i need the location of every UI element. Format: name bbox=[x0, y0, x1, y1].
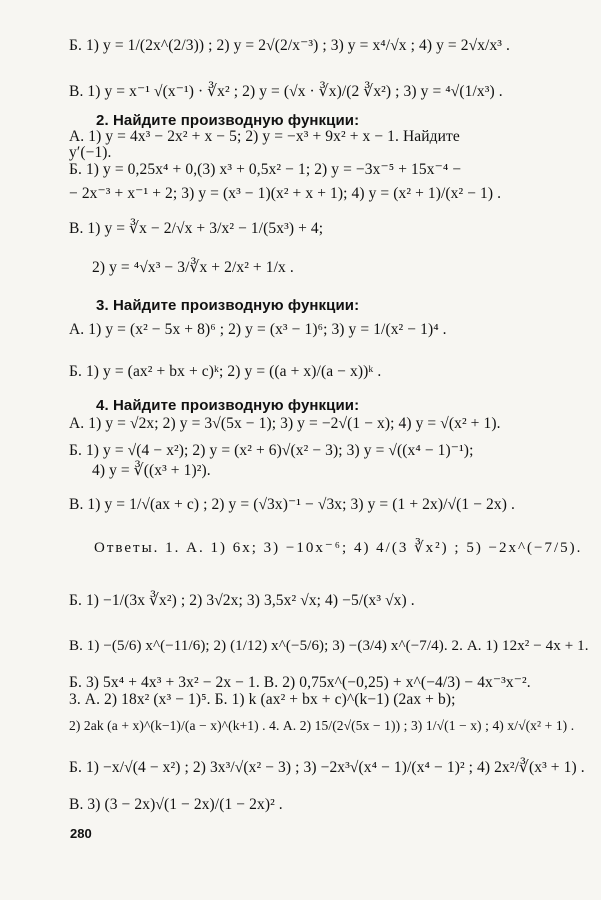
exercise-3-variant-b: Б. 1) y = (ax² + bx + c)ᵏ; 2) y = ((a + x)/(a − x))ᵏ . bbox=[69, 363, 382, 380]
answers-2-b: Б. 3) 5x⁴ + 4x³ + 3x² − 2x − 1. В. 2) 0,75x^(−0,25) + x^(−4/3) − 4x⁻³x⁻². bbox=[69, 674, 531, 691]
exercise-3-variant-a: А. 1) y = (x² − 5x + 8)⁶ ; 2) y = (x³ − 1)⁶; 3) y = 1/(x² − 1)⁴ . bbox=[69, 321, 447, 338]
exercise-2-variant-a-cont: y′(−1). bbox=[69, 144, 112, 161]
exercise-2-variant-v-1: В. 1) y = ∛x − 2/√x + 3/x² − 1/(5x³) + 4; bbox=[69, 220, 324, 237]
exercise-2-heading: 2. Найдите производную функции: bbox=[96, 112, 360, 129]
exercise-4-variant-b: Б. 1) y = √(4 − x²); 2) y = (x² + 6)√(x² − 3); 3) y = √((x⁴ − 1)⁻¹); bbox=[69, 442, 474, 459]
exercise-3-heading: 3. Найдите производную функции: bbox=[96, 297, 360, 314]
answers-1-b: Б. 1) −1/(3x ∛x²) ; 2) 3√2x; 3) 3,5x² √x; 4) −5/(x³ √x) . bbox=[69, 592, 415, 609]
exercise-2-variant-v-2: 2) y = ⁴√x³ − 3/∛x + 2/x² + 1/x . bbox=[92, 259, 294, 276]
exercise-4-variant-a: А. 1) y = √2x; 2) y = 3√(5x − 1); 3) y = −2√(1 − x); 4) y = √(x² + 1). bbox=[69, 415, 501, 432]
exercise-4-variant-v: В. 1) y = 1/√(ax + c) ; 2) y = (√3x)⁻¹ − √3x; 3) y = (1 + 2x)/√(1 − 2x) . bbox=[69, 496, 515, 513]
exercise-2-variant-a: А. 1) y = 4x³ − 2x² + x − 5; 2) y = −x³ + 9x² + x − 1. Найдите bbox=[69, 128, 460, 145]
exercise-2-variant-b: Б. 1) y = 0,25x⁴ + 0,(3) x³ + 0,5x² − 1; 2) y = −3x⁻⁵ + 15x⁻⁴ − bbox=[69, 161, 462, 178]
exercise-4-heading: 4. Найдите производную функции: bbox=[96, 397, 360, 414]
exercise-1-variant-v: В. 1) y = x⁻¹ √(x⁻¹) · ∛x² ; 2) y = (√x · ∛x)/(2 ∛x²) ; 3) y = ⁴√(1/x³) . bbox=[69, 83, 503, 100]
exercise-1-variant-b: Б. 1) y = 1/(2x^(2/3)) ; 2) y = 2√(2/x⁻³) ; 3) y = x⁴/√x ; 4) y = 2√x/x³ . bbox=[69, 37, 511, 54]
answers-3-cont-4a: 2) 2ak (a + x)^(k−1)/(a − x)^(k+1) . 4. А. 2) 15/(2√(5x − 1)) ; 3) 1/√(1 − x) ; 4) x/√(x² + 1) . bbox=[69, 718, 575, 733]
answers-4-v: В. 3) (3 − 2x)√(1 − 2x)/(1 − 2x)² . bbox=[69, 796, 283, 813]
exercise-4-variant-b-cont: 4) y = ∛((x³ + 1)²). bbox=[92, 462, 211, 479]
answers-4-b: Б. 1) −x/√(4 − x²) ; 2) 3x³/√(x² − 3) ; 3) −2x³√(x⁴ − 1)/(x⁴ − 1)² ; 4) 2x²/∛(x³ + 1) . bbox=[69, 759, 585, 776]
answers-3: 3. А. 2) 18x² (x³ − 1)⁵. Б. 1) k (ax² + bx + c)^(k−1) (2ax + b); bbox=[69, 691, 456, 708]
answers-1-v: В. 1) −(5/6) x^(−11/6); 2) (1/12) x^(−5/6); 3) −(3/4) x^(−7/4). 2. А. 1) 12x² − 4x + 1. bbox=[69, 638, 589, 654]
exercise-2-variant-b-cont: − 2x⁻³ + x⁻¹ + 2; 3) y = (x³ − 1)(x² + x + 1); 4) y = (x² + 1)/(x² − 1) . bbox=[69, 185, 502, 202]
page-number: 280 bbox=[70, 826, 92, 841]
answers-heading-line: Ответы. 1. А. 1) 6x; 3) −10x⁻⁶; 4) 4/(3 ∛x²) ; 5) −2x^(−7/5). bbox=[94, 540, 583, 556]
